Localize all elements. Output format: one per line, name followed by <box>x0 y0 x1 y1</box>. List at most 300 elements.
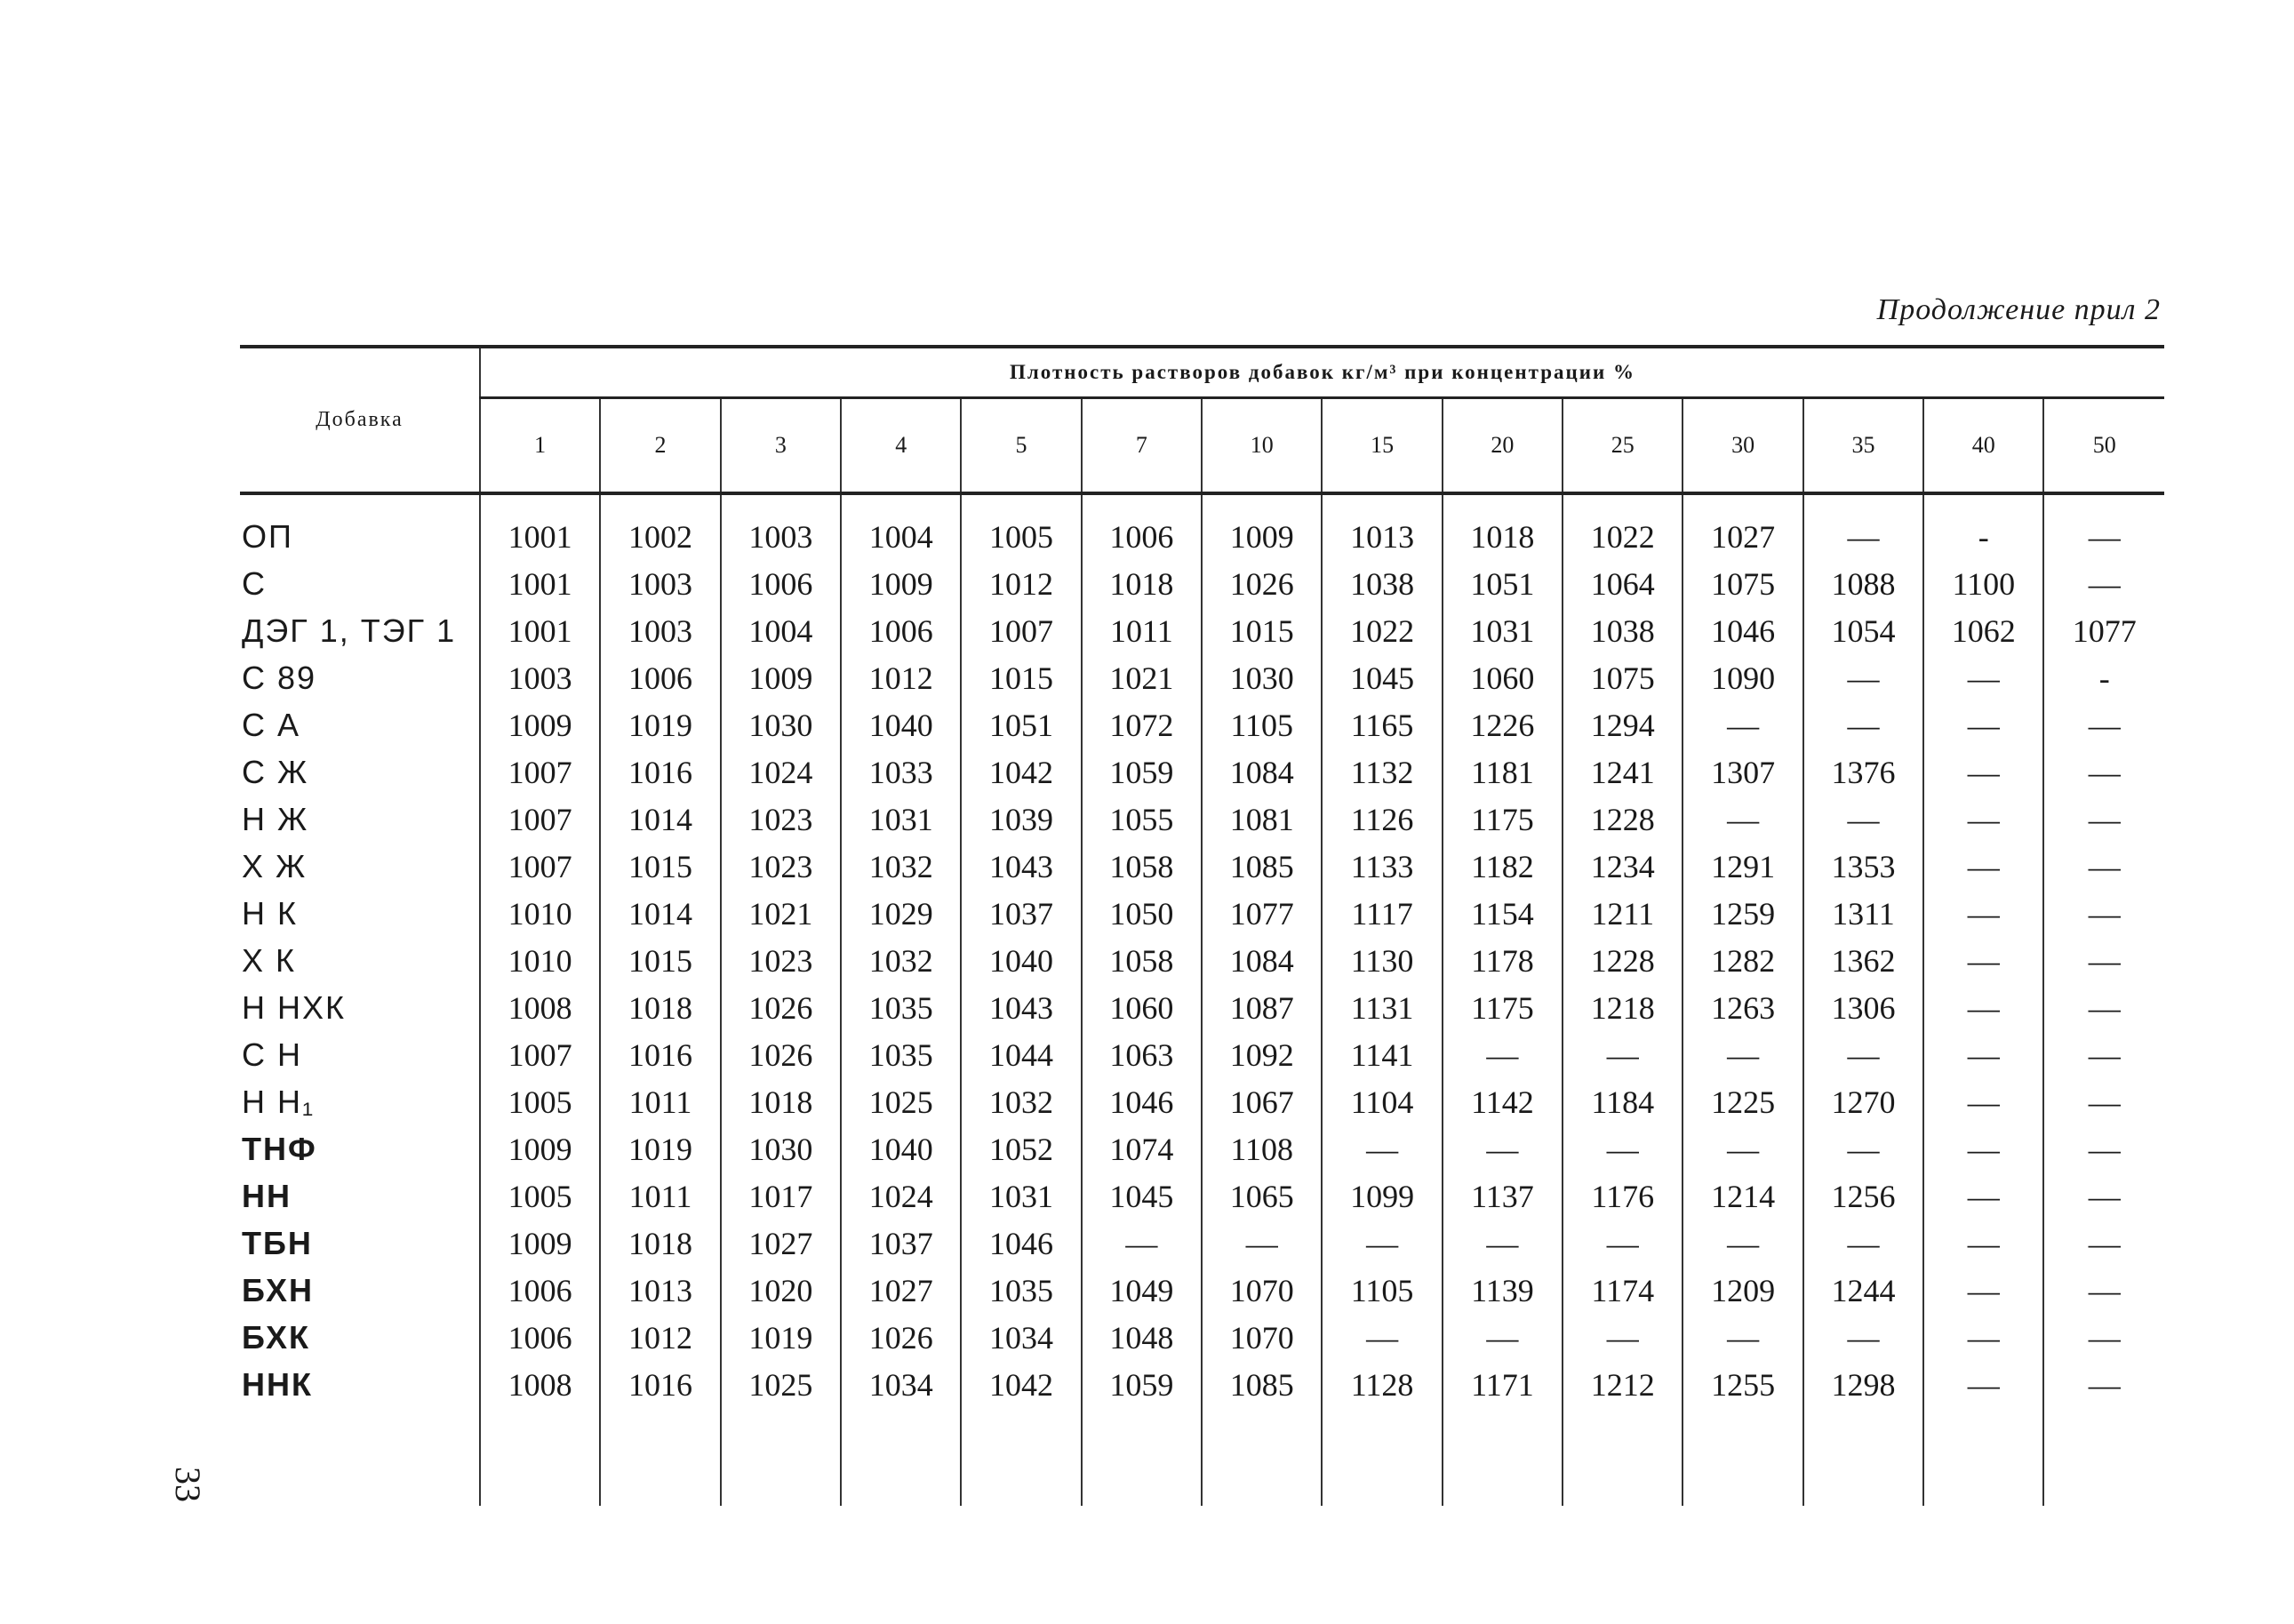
density-value: 1175 <box>1443 796 1563 843</box>
density-value: 1011 <box>600 1078 720 1125</box>
table-row <box>240 513 2164 560</box>
density-value: 1291 <box>1683 843 1802 890</box>
density-value: 1214 <box>1683 1172 1802 1220</box>
additive-name: БХН <box>242 1271 314 1308</box>
density-value: 1001 <box>480 560 600 607</box>
density-value: 1376 <box>1803 748 1923 796</box>
density-value: — <box>1923 1125 2043 1172</box>
density-value: 1075 <box>1563 654 1683 701</box>
density-value: 1038 <box>1563 607 1683 654</box>
density-value: 1059 <box>1082 748 1202 796</box>
density-value: 1090 <box>1683 654 1802 701</box>
density-value: 1009 <box>841 560 961 607</box>
density-value: 1003 <box>600 560 720 607</box>
spacer-cell <box>721 493 841 513</box>
concentration-header: 1 <box>480 398 600 494</box>
density-value: 1072 <box>1082 701 1202 748</box>
density-value: 1256 <box>1803 1172 1923 1220</box>
density-value: 1023 <box>721 796 841 843</box>
spacer-cell <box>480 1408 600 1506</box>
density-value: — <box>1803 513 1923 560</box>
density-value: 1003 <box>480 654 600 701</box>
spacer-cell <box>961 493 1081 513</box>
spacer-cell <box>240 493 480 513</box>
density-value: 1226 <box>1443 701 1563 748</box>
additive-name: НН <box>242 1177 292 1214</box>
density-value: 1085 <box>1202 843 1322 890</box>
concentration-header: 15 <box>1322 398 1442 494</box>
density-value: — <box>2043 513 2164 560</box>
density-value: 1019 <box>600 701 720 748</box>
density-value: 1085 <box>1202 1361 1322 1408</box>
density-value: 1049 <box>1082 1267 1202 1314</box>
density-value: 1010 <box>480 937 600 984</box>
spacer-cell <box>240 1408 480 1506</box>
density-value: 1007 <box>480 843 600 890</box>
concentration-header: 4 <box>841 398 961 494</box>
spacer-cell <box>721 1408 841 1506</box>
density-value: 1030 <box>721 701 841 748</box>
density-value: 1040 <box>841 1125 961 1172</box>
additive-name: Н Н₁ <box>242 1083 316 1120</box>
density-value: — <box>2043 1078 2164 1125</box>
density-value: — <box>1683 796 1802 843</box>
density-value: 1070 <box>1202 1314 1322 1361</box>
density-value: 1117 <box>1322 890 1442 937</box>
density-value: — <box>1202 1220 1322 1267</box>
density-value: 1013 <box>1322 513 1442 560</box>
table-body <box>240 493 2164 1506</box>
density-value: — <box>1923 843 2043 890</box>
spacer-cell <box>841 1408 961 1506</box>
density-value: 1055 <box>1082 796 1202 843</box>
density-value: — <box>1803 1314 1923 1361</box>
density-value: 1005 <box>480 1078 600 1125</box>
density-value: 1004 <box>721 607 841 654</box>
density-value: 1087 <box>1202 984 1322 1031</box>
density-value: — <box>1322 1125 1442 1172</box>
density-value: 1011 <box>600 1172 720 1220</box>
density-value: 1099 <box>1322 1172 1442 1220</box>
density-value: 1035 <box>961 1267 1081 1314</box>
density-value: 1016 <box>600 1361 720 1408</box>
density-value: 1005 <box>480 1172 600 1220</box>
density-value: 1044 <box>961 1031 1081 1078</box>
density-value: 1060 <box>1443 654 1563 701</box>
additive-name: ДЭГ 1, ТЭГ 1 <box>242 612 457 649</box>
spacer-cell <box>1683 1408 1802 1506</box>
spacer-cell <box>1683 493 1802 513</box>
table-row <box>240 1220 2164 1267</box>
density-value: — <box>2043 1125 2164 1172</box>
density-value: 1088 <box>1803 560 1923 607</box>
table-row <box>240 937 2164 984</box>
density-value: - <box>2043 654 2164 701</box>
density-value: 1007 <box>961 607 1081 654</box>
density-value: 1176 <box>1563 1172 1683 1220</box>
density-value: 1142 <box>1443 1078 1563 1125</box>
density-value: — <box>2043 796 2164 843</box>
density-value: — <box>1803 1031 1923 1078</box>
density-value: — <box>1563 1220 1683 1267</box>
density-value: 1006 <box>841 607 961 654</box>
table-row <box>240 748 2164 796</box>
density-value: 1311 <box>1803 890 1923 937</box>
density-value: 1306 <box>1803 984 1923 1031</box>
spacer-cell <box>2043 493 2164 513</box>
density-value: — <box>1923 1314 2043 1361</box>
density-value: 1182 <box>1443 843 1563 890</box>
additive-name: С <box>242 564 267 602</box>
table-row <box>240 607 2164 654</box>
density-value: 1031 <box>1443 607 1563 654</box>
spacer-cell <box>1923 1408 2043 1506</box>
concentration-header: 35 <box>1803 398 1923 494</box>
density-value: 1017 <box>721 1172 841 1220</box>
spacer-cell <box>1202 493 1322 513</box>
density-value: — <box>2043 1314 2164 1361</box>
density-value: 1154 <box>1443 890 1563 937</box>
density-value: — <box>1803 701 1923 748</box>
density-value: 1027 <box>841 1267 961 1314</box>
concentration-header: 5 <box>961 398 1081 494</box>
spacer-cell <box>841 493 961 513</box>
density-value: — <box>1082 1220 1202 1267</box>
density-value: — <box>1443 1031 1563 1078</box>
density-value: 1104 <box>1322 1078 1442 1125</box>
density-value: 1046 <box>961 1220 1081 1267</box>
additive-name: БХК <box>242 1318 310 1356</box>
density-value: 1027 <box>1683 513 1802 560</box>
density-value: 1042 <box>961 748 1081 796</box>
density-value: — <box>1443 1220 1563 1267</box>
density-value: 1026 <box>721 1031 841 1078</box>
density-value: 1034 <box>961 1314 1081 1361</box>
density-value: 1058 <box>1082 843 1202 890</box>
density-value: 1212 <box>1563 1361 1683 1408</box>
density-value: 1018 <box>600 1220 720 1267</box>
table-header <box>240 347 2164 493</box>
density-value: 1014 <box>600 890 720 937</box>
density-value: 1045 <box>1082 1172 1202 1220</box>
table-row <box>240 1314 2164 1361</box>
density-value: 1011 <box>1082 607 1202 654</box>
density-value: 1029 <box>841 890 961 937</box>
density-value: — <box>2043 748 2164 796</box>
density-value: 1003 <box>721 513 841 560</box>
density-value: 1046 <box>1082 1078 1202 1125</box>
density-value: — <box>2043 890 2164 937</box>
density-value: 1006 <box>1082 513 1202 560</box>
density-value: — <box>2043 1361 2164 1408</box>
density-value: — <box>2043 1220 2164 1267</box>
density-value: — <box>1923 701 2043 748</box>
density-value: 1008 <box>480 1361 600 1408</box>
density-value: — <box>2043 1031 2164 1078</box>
concentration-header: 10 <box>1202 398 1322 494</box>
density-value: 1006 <box>721 560 841 607</box>
density-value: 1084 <box>1202 748 1322 796</box>
density-group-header: Плотность растворов добавок кг/м³ при концентрации % <box>480 347 2164 398</box>
density-value: 1034 <box>841 1361 961 1408</box>
concentration-header: 7 <box>1082 398 1202 494</box>
density-value: — <box>1923 1172 2043 1220</box>
density-value: 1263 <box>1683 984 1802 1031</box>
additive-name: С 89 <box>242 659 317 696</box>
density-value: — <box>1923 1031 2043 1078</box>
spacer-row <box>240 493 2164 513</box>
density-value: — <box>1923 748 2043 796</box>
density-value: 1211 <box>1563 890 1683 937</box>
density-value: 1298 <box>1803 1361 1923 1408</box>
density-value: 1108 <box>1202 1125 1322 1172</box>
additive-name: ТБН <box>242 1224 313 1261</box>
density-value: 1001 <box>480 607 600 654</box>
density-value: 1009 <box>480 1125 600 1172</box>
density-value: 1007 <box>480 796 600 843</box>
density-value: — <box>1322 1220 1442 1267</box>
density-value: 1048 <box>1082 1314 1202 1361</box>
density-value: 1255 <box>1683 1361 1802 1408</box>
density-value: 1013 <box>600 1267 720 1314</box>
density-value: 1171 <box>1443 1361 1563 1408</box>
additive-name: Н К <box>242 894 298 932</box>
spacer-cell <box>1923 493 2043 513</box>
density-value: 1043 <box>961 984 1081 1031</box>
density-value: 1059 <box>1082 1361 1202 1408</box>
additive-name: Н НХК <box>242 988 346 1026</box>
density-value: 1063 <box>1082 1031 1202 1078</box>
table-row <box>240 1172 2164 1220</box>
density-value: 1074 <box>1082 1125 1202 1172</box>
density-value: 1015 <box>600 843 720 890</box>
density-value: 1184 <box>1563 1078 1683 1125</box>
density-value: 1016 <box>600 748 720 796</box>
density-value: 1001 <box>480 513 600 560</box>
density-value: 1033 <box>841 748 961 796</box>
density-value: 1003 <box>600 607 720 654</box>
density-value: 1021 <box>1082 654 1202 701</box>
density-value: 1228 <box>1563 796 1683 843</box>
density-value: 1008 <box>480 984 600 1031</box>
density-value: 1024 <box>721 748 841 796</box>
density-value: — <box>1563 1314 1683 1361</box>
spacer-cell <box>600 1408 720 1506</box>
density-value: 1064 <box>1563 560 1683 607</box>
density-value: 1006 <box>480 1314 600 1361</box>
density-value: 1027 <box>721 1220 841 1267</box>
density-value: 1032 <box>841 843 961 890</box>
header-row-top <box>240 347 2164 398</box>
spacer-cell <box>1082 1408 1202 1506</box>
density-value: 1174 <box>1563 1267 1683 1314</box>
density-value: 1139 <box>1443 1267 1563 1314</box>
spacer-cell <box>480 493 600 513</box>
density-value: 1045 <box>1322 654 1442 701</box>
table-row <box>240 890 2164 937</box>
density-value: 1026 <box>1202 560 1322 607</box>
density-value: 1007 <box>480 748 600 796</box>
density-value: 1037 <box>961 890 1081 937</box>
density-value: 1353 <box>1803 843 1923 890</box>
density-value: — <box>1322 1314 1442 1361</box>
density-value: 1038 <box>1322 560 1442 607</box>
density-value: 1032 <box>961 1078 1081 1125</box>
density-value: 1015 <box>961 654 1081 701</box>
density-value: 1014 <box>600 796 720 843</box>
density-value: — <box>1923 1220 2043 1267</box>
density-value: 1294 <box>1563 701 1683 748</box>
spacer-cell <box>1803 1408 1923 1506</box>
density-value: 1026 <box>841 1314 961 1361</box>
density-value: — <box>1923 1078 2043 1125</box>
density-value: 1133 <box>1322 843 1442 890</box>
spacer-cell <box>1322 1408 1442 1506</box>
density-value: 1067 <box>1202 1078 1322 1125</box>
table-row <box>240 843 2164 890</box>
density-value: 1175 <box>1443 984 1563 1031</box>
density-value: 1002 <box>600 513 720 560</box>
density-value: 1004 <box>841 513 961 560</box>
density-value: — <box>1683 1125 1802 1172</box>
concentration-header-row <box>240 398 2164 494</box>
density-value: 1051 <box>961 701 1081 748</box>
density-value: 1228 <box>1563 937 1683 984</box>
density-value: — <box>2043 701 2164 748</box>
density-value: 1052 <box>961 1125 1081 1172</box>
concentration-header: 40 <box>1923 398 2043 494</box>
density-value: 1012 <box>841 654 961 701</box>
table-row <box>240 1267 2164 1314</box>
density-value: — <box>2043 560 2164 607</box>
spacer-cell <box>1202 1408 1322 1506</box>
density-value: 1218 <box>1563 984 1683 1031</box>
density-value: — <box>1443 1314 1563 1361</box>
density-value: 1022 <box>1563 513 1683 560</box>
density-value: 1031 <box>841 796 961 843</box>
density-value: 1132 <box>1322 748 1442 796</box>
density-value: — <box>2043 937 2164 984</box>
density-value: 1020 <box>721 1267 841 1314</box>
density-value: 1178 <box>1443 937 1563 984</box>
density-value: 1009 <box>480 1220 600 1267</box>
density-value: 1024 <box>841 1172 961 1220</box>
density-value: 1009 <box>1202 513 1322 560</box>
density-value: — <box>1803 654 1923 701</box>
density-value: 1105 <box>1322 1267 1442 1314</box>
density-value: — <box>1683 1031 1802 1078</box>
density-value: 1225 <box>1683 1078 1802 1125</box>
density-value: 1018 <box>1443 513 1563 560</box>
spacer-cell <box>1803 493 1923 513</box>
density-value: 1035 <box>841 1031 961 1078</box>
density-value: 1015 <box>600 937 720 984</box>
density-value: 1023 <box>721 937 841 984</box>
spacer-row <box>240 1408 2164 1506</box>
density-value: 1050 <box>1082 890 1202 937</box>
density-value: 1019 <box>600 1125 720 1172</box>
density-value: — <box>1923 984 2043 1031</box>
additive-name: Н Ж <box>242 800 309 837</box>
density-value: 1021 <box>721 890 841 937</box>
density-value: 1022 <box>1322 607 1442 654</box>
density-value: 1100 <box>1923 560 2043 607</box>
density-value: 1070 <box>1202 1267 1322 1314</box>
density-value: 1137 <box>1443 1172 1563 1220</box>
density-value: 1126 <box>1322 796 1442 843</box>
concentration-header: 20 <box>1443 398 1563 494</box>
density-value: 1209 <box>1683 1267 1802 1314</box>
density-value: — <box>1923 796 2043 843</box>
density-value: 1005 <box>961 513 1081 560</box>
density-value: 1010 <box>480 890 600 937</box>
density-value: 1007 <box>480 1031 600 1078</box>
spacer-cell <box>2043 1408 2164 1506</box>
density-value: 1012 <box>961 560 1081 607</box>
density-value: 1270 <box>1803 1078 1923 1125</box>
density-value: 1051 <box>1443 560 1563 607</box>
density-value: 1165 <box>1322 701 1442 748</box>
additive-column-header: Добавка <box>240 347 480 493</box>
spacer-cell <box>600 493 720 513</box>
density-value: 1131 <box>1322 984 1442 1031</box>
density-value: 1092 <box>1202 1031 1322 1078</box>
density-value: 1031 <box>961 1172 1081 1220</box>
density-value: 1037 <box>841 1220 961 1267</box>
spacer-cell <box>1082 493 1202 513</box>
table-row <box>240 1125 2164 1172</box>
density-value: 1023 <box>721 843 841 890</box>
spacer-cell <box>1443 493 1563 513</box>
density-value: 1081 <box>1202 796 1322 843</box>
additive-name: ТНФ <box>242 1130 317 1167</box>
density-value: 1077 <box>1202 890 1322 937</box>
density-value: 1259 <box>1683 890 1802 937</box>
density-value: — <box>1923 654 2043 701</box>
additive-name: С Н <box>242 1036 302 1073</box>
density-value: 1065 <box>1202 1172 1322 1220</box>
density-value: — <box>2043 1172 2164 1220</box>
density-value: 1181 <box>1443 748 1563 796</box>
density-value: 1018 <box>721 1078 841 1125</box>
additive-name: С А <box>242 706 301 743</box>
density-value: — <box>1803 1125 1923 1172</box>
density-value: 1009 <box>480 701 600 748</box>
density-value: — <box>2043 1267 2164 1314</box>
table-row <box>240 701 2164 748</box>
density-value: 1030 <box>721 1125 841 1172</box>
density-value: 1026 <box>721 984 841 1031</box>
spacer-cell <box>1322 493 1442 513</box>
density-value: 1282 <box>1683 937 1802 984</box>
density-value: 1015 <box>1202 607 1322 654</box>
additive-name: С Ж <box>242 753 309 790</box>
concentration-header: 2 <box>600 398 720 494</box>
density-value: — <box>2043 843 2164 890</box>
continuation-note: Продолжение прил 2 <box>1876 293 2161 326</box>
table-row <box>240 1031 2164 1078</box>
density-value: 1006 <box>480 1267 600 1314</box>
density-value: 1043 <box>961 843 1081 890</box>
spacer-cell <box>1563 1408 1683 1506</box>
density-value: 1040 <box>841 701 961 748</box>
density-value: 1046 <box>1683 607 1802 654</box>
density-value: — <box>1563 1125 1683 1172</box>
table-row <box>240 796 2164 843</box>
density-value: 1141 <box>1322 1031 1442 1078</box>
density-value: — <box>1683 1314 1802 1361</box>
page-number: 33 <box>168 1467 208 1502</box>
